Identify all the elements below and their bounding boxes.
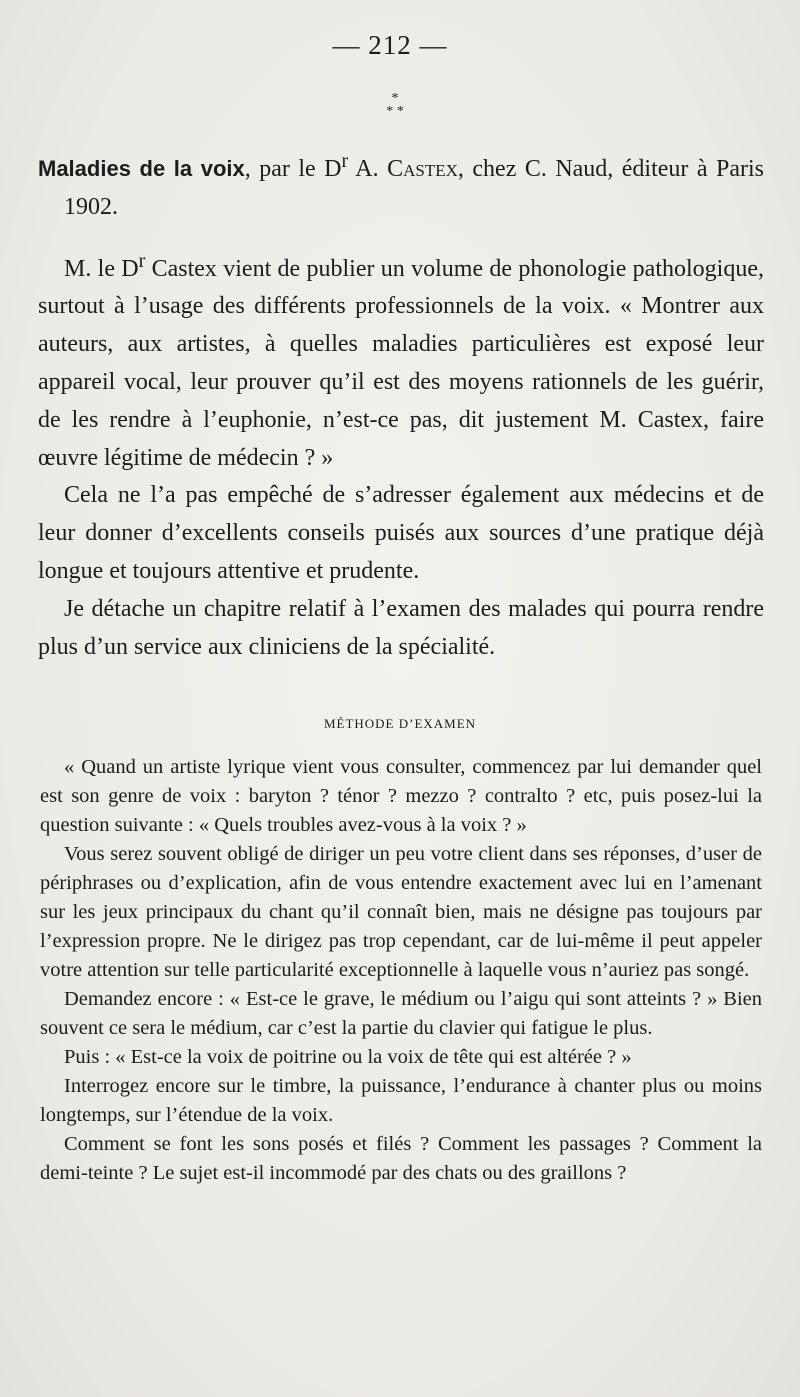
quote-paragraph: « Quand un artiste lyrique vient vous consulter, commencez par lui demander quel est son genre de voix : baryton ? ténor ? mezzo ? contralto ? etc, puis posez-lui la question suivante : « Quels troubles avez-vous à la voix ? » xyxy=(40,756,762,836)
citation-part-a: , par le D xyxy=(244,156,342,182)
citation-superscript: r xyxy=(341,150,349,172)
asterism-top-star: * xyxy=(391,91,399,106)
asterism-bottom-stars: * * xyxy=(386,104,404,119)
review-paragraph-2: Cela ne l’a pas empêché de s’adresser également aux médecins et de leur donner d’excellents conseils puisés aux sources d’une pratique déjà longue et toujours attentive et prudente. xyxy=(38,482,764,584)
book-title: Maladies de la voix xyxy=(38,156,245,181)
citation-part-c: , chez C. Naud, éditeur à Paris 1902. xyxy=(64,156,765,220)
review-paragraph-3: Je détache un chapitre relatif à l’examen des malades qui pourra rendre plus d’un service aux cliniciens de la spécialité. xyxy=(38,595,764,660)
book-review xyxy=(38,143,764,666)
review-paragraph-1 xyxy=(38,243,764,478)
quote-paragraph: Puis : « Est-ce la voix de poitrine ou la voix de tête qui est altérée ? » xyxy=(64,1046,632,1068)
quoted-chapter xyxy=(40,753,762,1188)
review-paragraph-1-rest: Castex vient de publier un volume de phonologie pathologique, surtout à l’usage des différents professionnels de la voix. « Montrer aux auteurs, aux artistes, à quelles maladies particulières est exposé leur appareil vocal, leur prouver qu’il est des moyens rationnels de les guérir, de les rendre à l’euphonie, n’est-ce pas, dit justement M. Castex, faire œuvre légitime de médecin ? » xyxy=(38,255,764,471)
quote-paragraph: Comment se font les sons posés et filés ? Comment les passages ? Comment la demi-teinte ? Le sujet est-il incommodé par des chats ou des graillons ? xyxy=(40,1133,762,1184)
review-paragraph-1-superscript: r xyxy=(138,249,146,272)
page-number: — 212 — xyxy=(332,30,448,60)
author-name: Castex xyxy=(387,156,458,182)
section-heading: MÉTHODE D’EXAMEN xyxy=(323,716,477,731)
review-citation xyxy=(38,143,764,227)
review-paragraph-1-start: M. le D xyxy=(64,255,139,282)
asterism-divider xyxy=(0,92,790,118)
quote-paragraph: Demandez encore : « Est-ce le grave, le médium ou l’aigu qui sont atteints ? » Bien souvent ce sera le médium, car c’est la partie du clavier qui fatigue le plus. xyxy=(40,988,762,1039)
quote-paragraph: Interrogez encore sur le timbre, la puissance, l’endurance à chanter plus ou moins longtemps, sur l’étendue de la voix. xyxy=(40,1075,762,1126)
citation-part-b: A. xyxy=(348,156,388,182)
quote-paragraph: Vous serez souvent obligé de diriger un peu votre client dans ses réponses, d’user de périphrases ou d’explication, afin de vous entendre exactement avec lui en l’amenant sur les jeux principaux du chant qu’il connaît bien, mais ne désigne pas toujours par l’expression propre. Ne le dirigez pas trop cependant, car de lui-même il peut appeler votre attention sur telle particularité exceptionnelle à laquelle vous n’auriez pas songé. xyxy=(40,843,762,981)
